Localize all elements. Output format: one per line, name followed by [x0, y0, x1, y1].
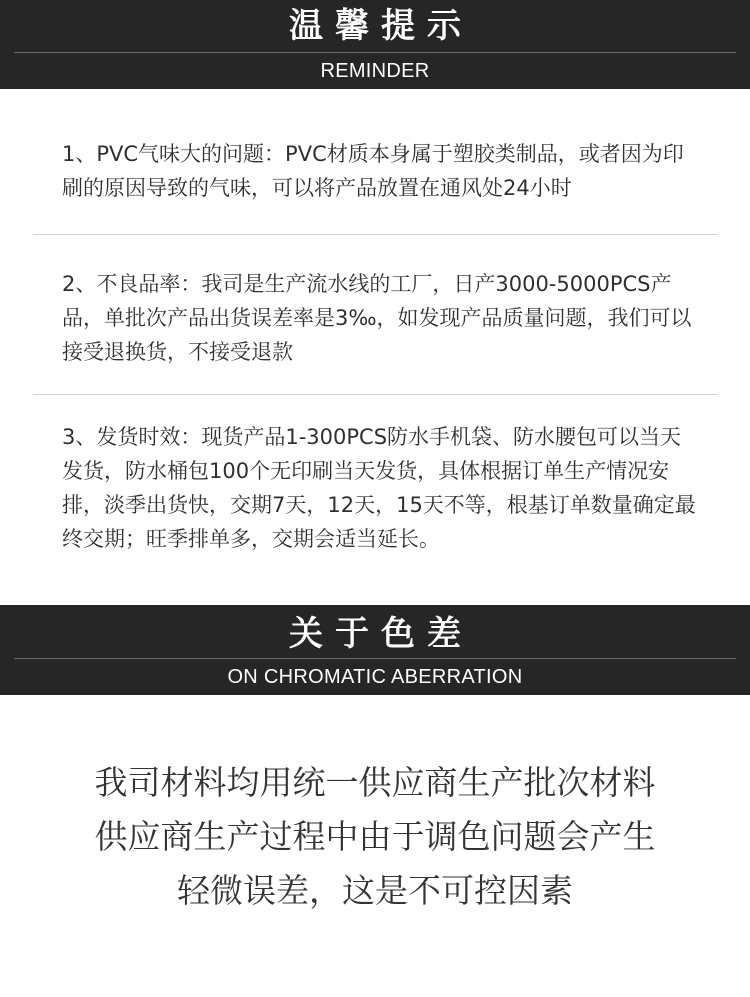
chromatic-statement: [0, 756, 750, 918]
reminder-divider: [33, 394, 717, 395]
chromatic-title: 关于色差: [289, 614, 473, 654]
reminder-item-shipping-time: 3、发货时效：现货产品1-300PCS防水手机袋、防水腰包可以当天发货，防水桶包100个无印刷当天发货，具体根据订单生产情况安排，淡季出货快，交期7天，12天，15天不等，根基订单数量确定最终交期；旺季排单多，交期会适当延长。: [62, 425, 696, 551]
chromatic-line: 轻微误差，这是不可控因素: [177, 871, 573, 910]
chromatic-banner: [0, 605, 750, 695]
reminder-item-odor: 1、PVC气味大的问题：PVC材质本身属于塑胶类制品，或者因为印刷的原因导致的气味，可以将产品放置在通风处24小时: [62, 142, 684, 200]
chromatic-banner-rule: [14, 658, 736, 659]
reminder-divider: [33, 234, 717, 235]
reminder-banner: [0, 0, 750, 89]
reminder-banner-rule: [14, 52, 736, 53]
chromatic-line: 供应商生产过程中由于调色问题会产生: [94, 817, 656, 856]
reminder-item-defect-rate: 2、不良品率：我司是生产流水线的工厂，日产3000-5000PCS产品，单批次产品出货误差率是3‰，如发现产品质量问题，我们可以接受退换货，不接受退款: [62, 272, 692, 364]
reminder-title: 温馨提示: [289, 6, 473, 46]
chromatic-subtitle: ON CHROMATIC ABERRATION: [227, 666, 523, 688]
reminder-subtitle: REMINDER: [320, 60, 430, 82]
chromatic-line: 我司材料均用统一供应商生产批次材料: [94, 763, 656, 802]
